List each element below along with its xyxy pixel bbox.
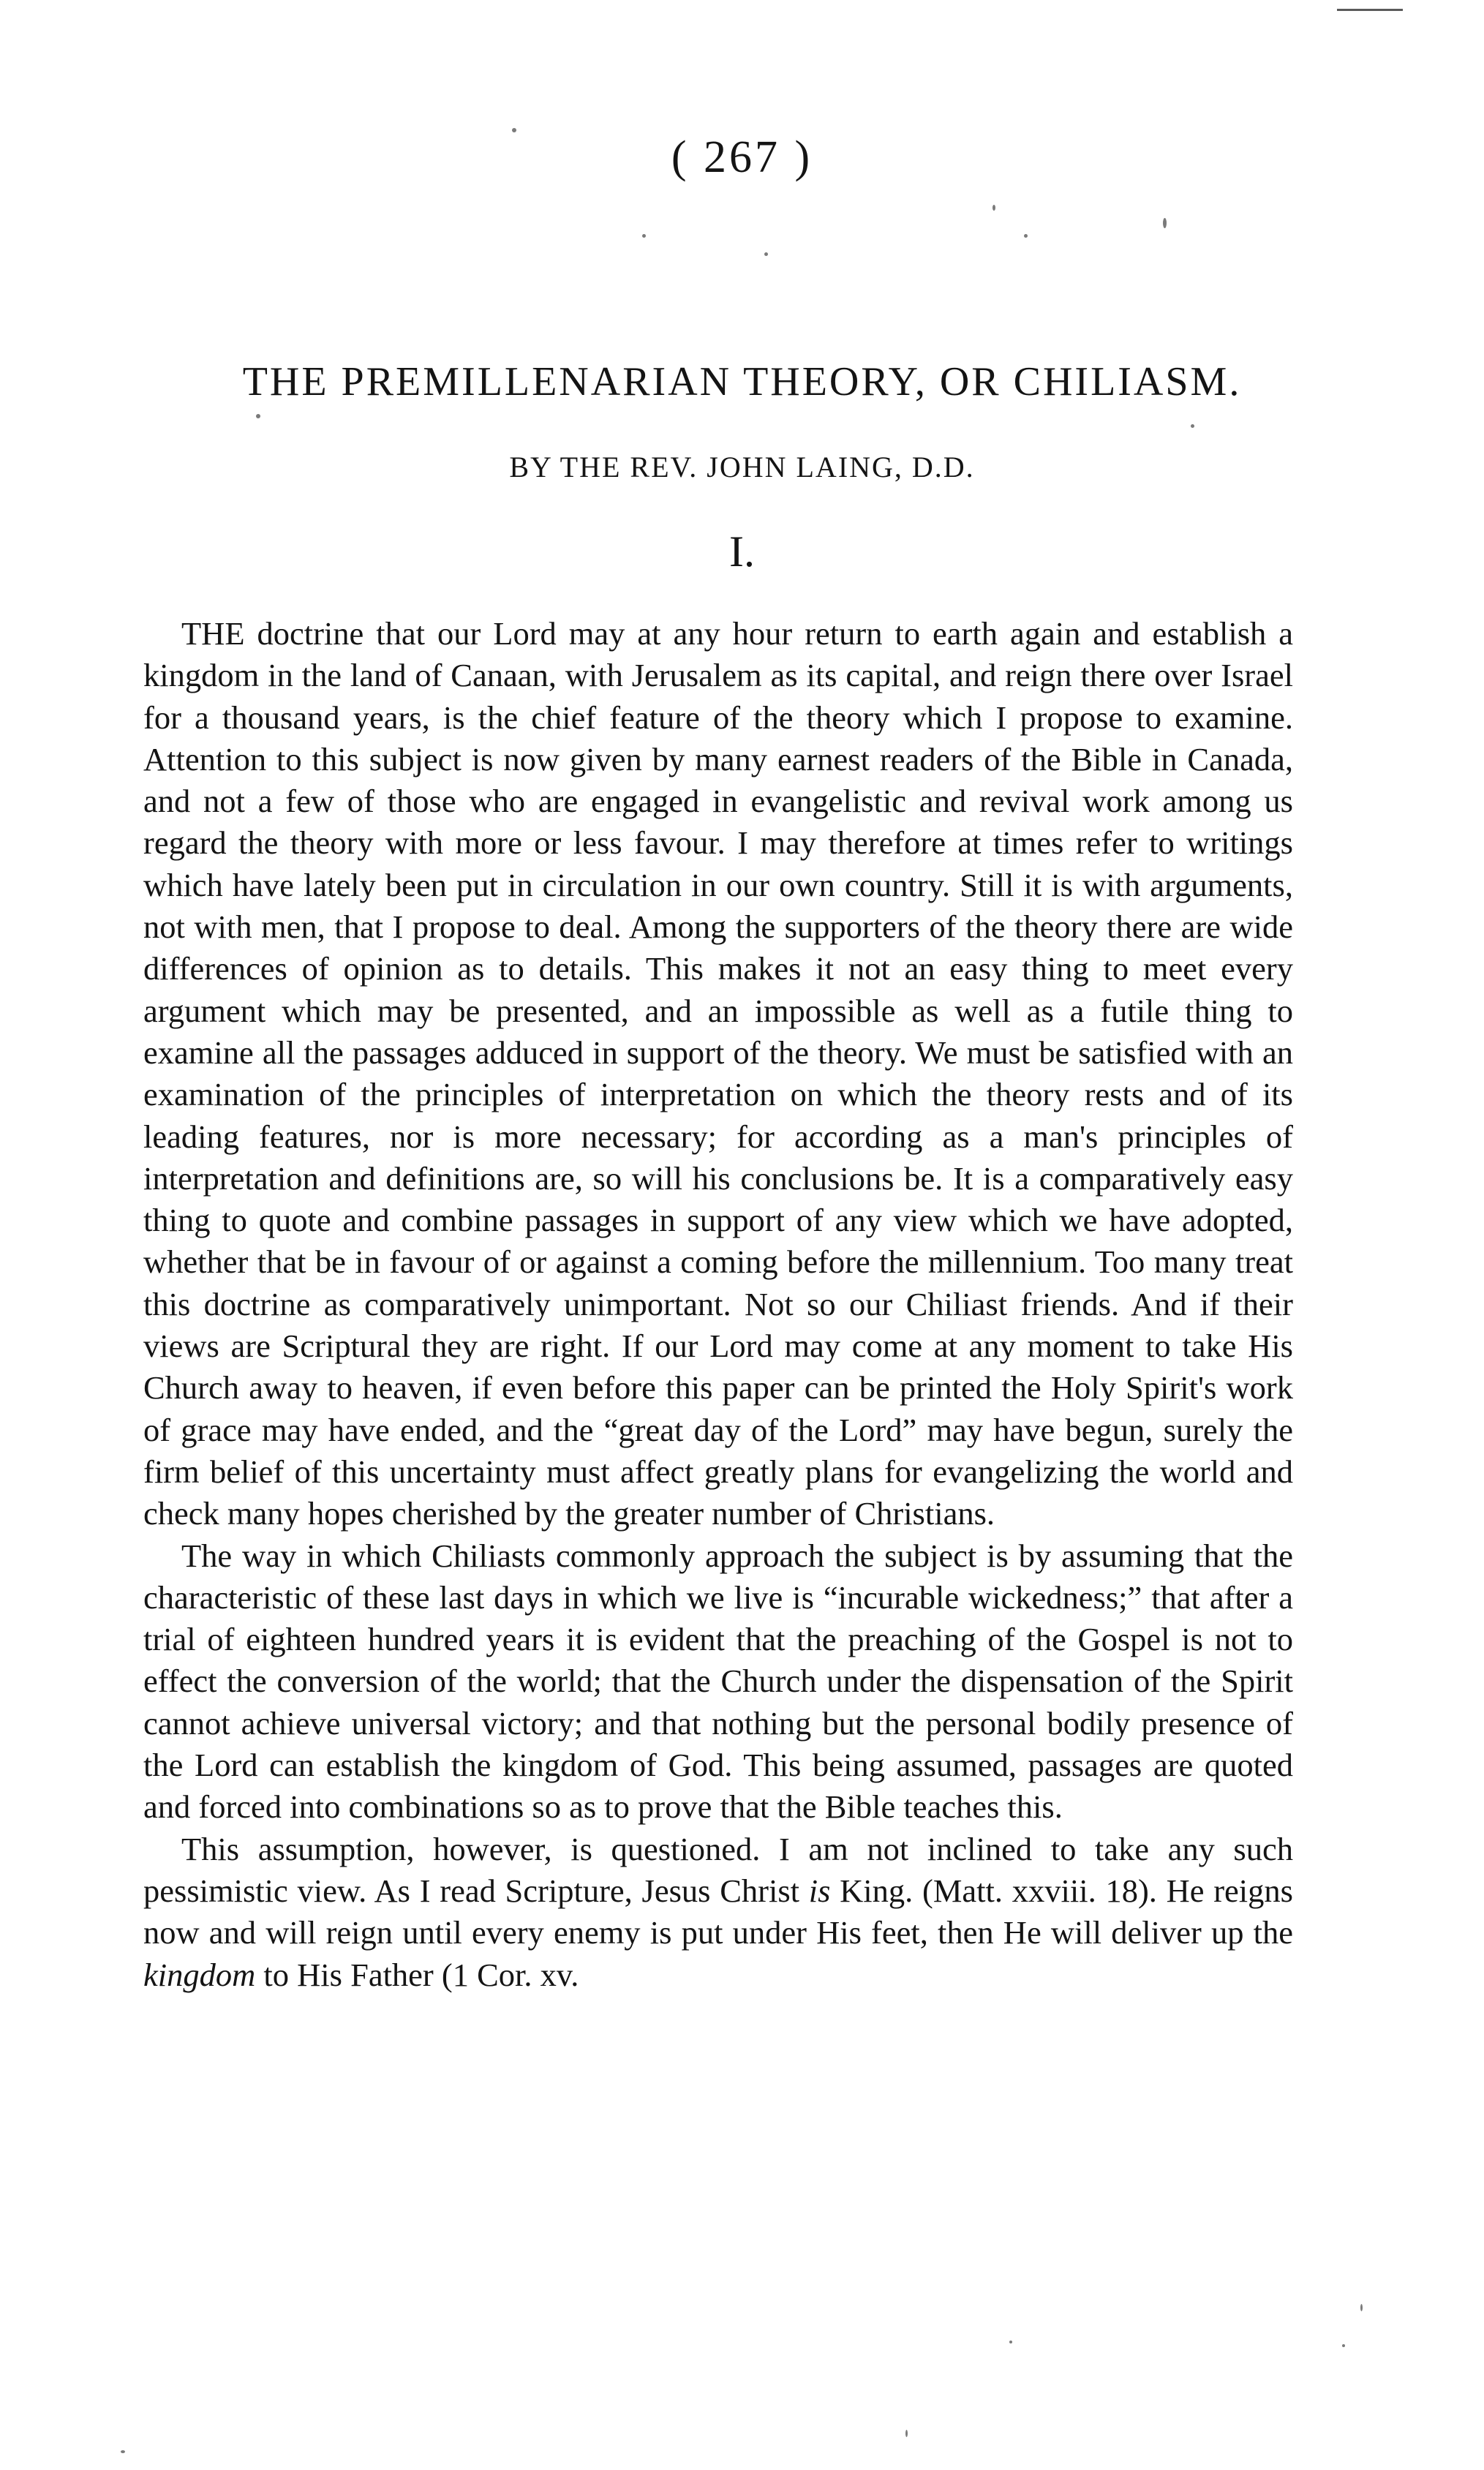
- article-body: [143, 613, 1293, 1996]
- section-numeral: I.: [729, 527, 755, 576]
- paragraph-1: [143, 613, 1293, 1535]
- paragraph-3-text-a: This assumption, however, is questioned. I am not inclined to take any such pessimistic view. As I read Scripture, Jesus Christ: [143, 1830, 1293, 1909]
- paragraph-2: The way in which Chiliasts commonly approach the subject is by assuming that the characteristic of these last days in which we live is “incurable wickedness;” that after a trial of eighteen hundred years it is evident that the preaching of the Gospel is not to effect the conversion of the world; that the Church under the dispensation of the Spirit cannot achieve universal victory; and that nothing but the personal bodily presence of the Lord can establish the kingdom of God. This being assumed, passages are quoted and forced into combinations so as to prove that the Bible teaches this.: [143, 1537, 1293, 1826]
- emphasis-is: is: [808, 1872, 831, 1909]
- paragraph-lead-word: THE: [181, 615, 245, 652]
- paragraph-3-text-c: to His Father (1 Cor. xv.: [255, 1956, 579, 1993]
- author-byline: BY THE REV. JOHN LAING, D.D.: [509, 451, 975, 483]
- paragraph-3: [143, 1829, 1293, 1996]
- emphasis-kingdom: kingdom: [143, 1956, 256, 1993]
- page-number: ( 267 ): [671, 132, 813, 182]
- scan-mark: [1337, 9, 1403, 11]
- paragraph-3-text-b: King. (Matt. xxviii. 18). He reigns now and will reign until every enemy is put under His feet, then He will deliver up the: [143, 1872, 1293, 1951]
- paragraph-1-text: doctrine that our Lord may at any hour return to earth again and establish a kingdom in the land of Canaan, with Jerusalem as its capital, and reign there over Israel for a thousand years, is the chief feature of the theory which I propose to examine. Attention to this subject is now given by many earnest readers of the Bible in Canada, and not a few of those who are engaged in evangelistic and revival work among us regard the theory with more or less favour. I may therefore at times refer to writings which have lately been put in circulation in our own country. Still it is with arguments, not with men, that I propose to deal. Among the supporters of the theory there are wide differences of opinion as to details. This makes it not an easy thing to meet every argument which may be presented, and an impossible as well as a futile thing to examine all the passages adduced in support of the theory. We must be satisfied with an examination of the principles of interpretation on which the theory rests and of its leading features, nor is more necessary; for according as a man's principles of interpretation and definitions are, so will his conclusions be. It is a comparatively easy thing to quote and combine passages in support of any view which we have adopted, whether that be in favour of or against a coming before the millennium. Too many treat this doctrine as comparatively unimportant. Not so our Chiliast friends. And if their views are Scriptural they are right. If our Lord may come at any moment to take His Church away to heaven, if even before this paper can be printed the Holy Spirit's work of grace may have ended, and the “great day of the Lord” may have begun, surely the firm belief of this uncertainty must affect greatly plans for evangelizing the world and check many hopes cherished by the greater number of Christians.: [143, 615, 1293, 1532]
- article-title: THE PREMILLENARIAN THEORY, OR CHILIASM.: [242, 359, 1242, 404]
